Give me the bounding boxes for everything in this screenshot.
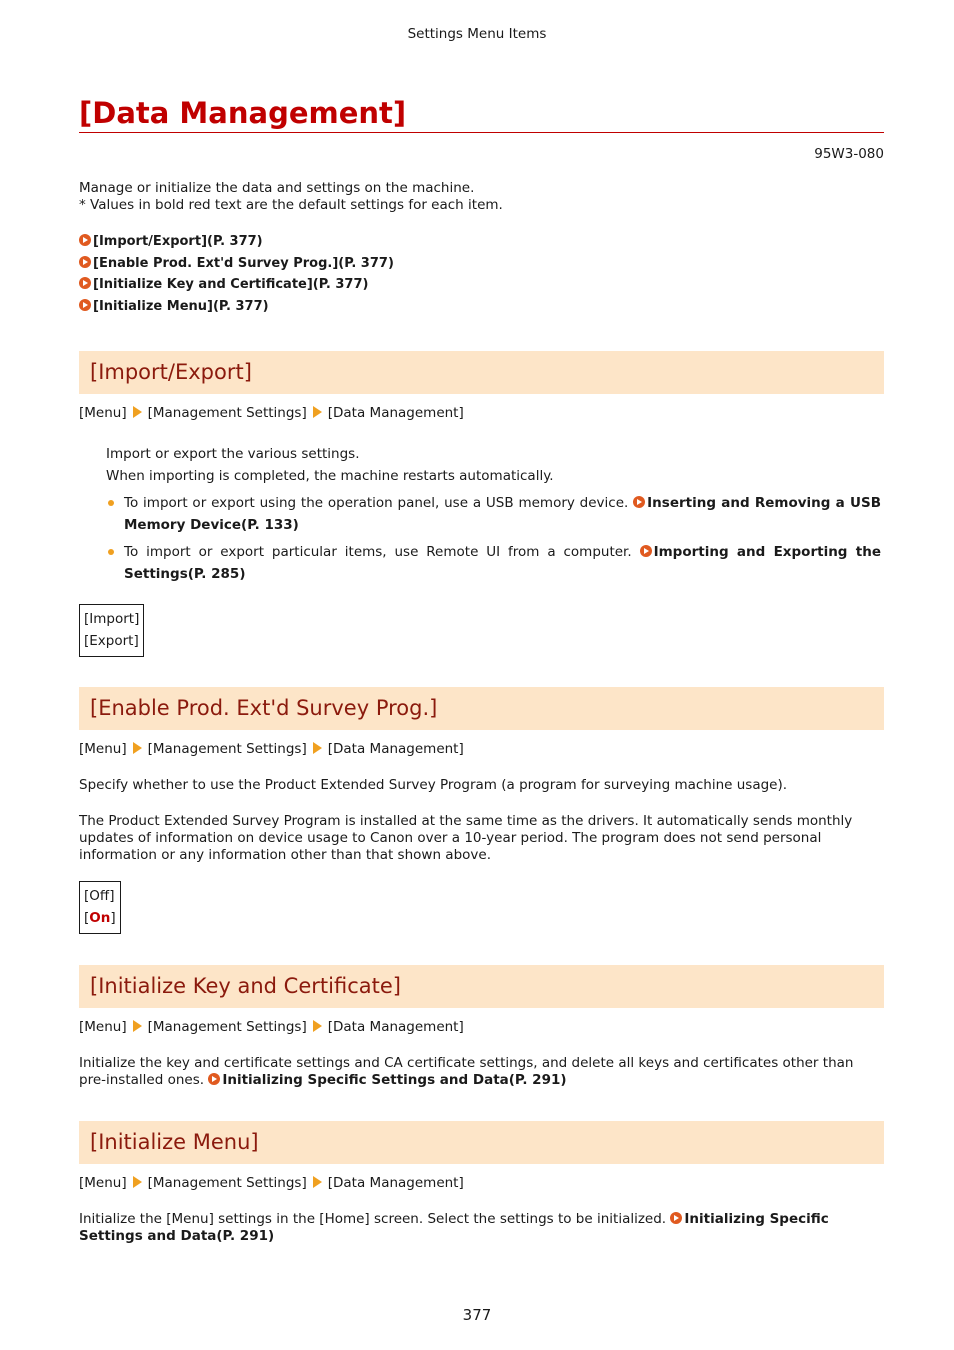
link-arrow-icon: [640, 545, 652, 557]
toc-link-label: [Enable Prod. Ext'd Survey Prog.](P. 377): [93, 255, 394, 271]
bracket: ]: [110, 909, 116, 926]
survey-details: The Product Extended Survey Program is installed at the same time as the drivers. It automatically sends monthly updates of information on device usage to Canon over a 10-year period. The program does not send personal information or any information other than that shown above.: [79, 813, 853, 863]
breadcrumb-menu: [Menu]: [79, 1019, 127, 1035]
survey-description: Specify whether to use the Product Extended Survey Program (a program for surveying machine usage).: [79, 777, 788, 793]
options-box: [79, 604, 144, 657]
breadcrumb-menu: [Menu]: [79, 741, 127, 757]
toc-link-label: [Initialize Key and Certificate](P. 377): [93, 277, 369, 293]
section-heading-survey: [Enable Prod. Ext'd Survey Prog.]: [79, 687, 884, 730]
breadcrumb-data: [Data Management]: [327, 1175, 464, 1191]
breadcrumb-data: [Data Management]: [327, 1019, 464, 1035]
option-import: [Import]: [84, 611, 140, 627]
init-menu-description: [79, 1211, 884, 1245]
section-heading-init-menu: [Initialize Menu]: [79, 1121, 884, 1164]
bullet-icon: [108, 500, 114, 506]
note-text: To import or export using the operation panel, use a USB memory device.: [124, 495, 629, 511]
breadcrumb-arrow-icon: [313, 1176, 322, 1188]
intro-line: Manage or initialize the data and settings on the machine.: [79, 180, 475, 196]
option-export: [Export]: [84, 632, 139, 649]
breadcrumb-arrow-icon: [313, 406, 322, 418]
link-arrow-icon: [670, 1212, 682, 1224]
toc-link-label: [Import/Export](P. 377): [93, 234, 263, 249]
breadcrumb-data: [Data Management]: [327, 741, 464, 757]
breadcrumb-arrow-icon: [133, 742, 142, 754]
link-arrow-icon: [79, 234, 91, 246]
note-text: To import or export particular items, use Remote UI from a computer.: [124, 544, 632, 560]
breadcrumb-arrow-icon: [313, 1020, 322, 1032]
link-arrow-icon: [79, 256, 91, 268]
toc-link-init-menu[interactable]: [79, 299, 394, 321]
list-item: [106, 492, 881, 536]
breadcrumb: [79, 741, 464, 758]
toc-link-init-key[interactable]: [79, 277, 394, 299]
toc-link-import-export[interactable]: [79, 234, 394, 256]
breadcrumb-arrow-icon: [133, 1176, 142, 1188]
page-title: [Data Management]: [79, 94, 884, 133]
option-off: [Off]: [84, 888, 115, 904]
initializing-settings-link[interactable]: Initializing Specific Settings and Data(P. 291): [79, 1211, 829, 1244]
import-export-description: [106, 443, 884, 487]
breadcrumb-management: [Management Settings]: [147, 1019, 307, 1035]
import-export-settings-link[interactable]: Importing and Exporting the Settings(P. 285): [124, 544, 881, 582]
toc-link-survey[interactable]: [79, 256, 394, 278]
breadcrumb-arrow-icon: [133, 406, 142, 418]
link-arrow-icon: [79, 277, 91, 289]
page-number: 377: [462, 1306, 492, 1324]
intro-text: [79, 180, 884, 214]
breadcrumb: [79, 1019, 464, 1036]
note-list: [106, 492, 881, 590]
usb-memory-link[interactable]: Inserting and Removing a USB Memory Device(P. 133): [124, 495, 881, 533]
description-text: Initialize the key and certificate settings and CA certificate settings, and delete all keys and certificates other than pre-installed ones.: [79, 1055, 854, 1088]
option-on: [84, 908, 116, 930]
breadcrumb-data: [Data Management]: [327, 405, 464, 421]
link-arrow-icon: [208, 1073, 220, 1085]
section-heading-init-key: [Initialize Key and Certificate]: [79, 965, 884, 1008]
section-heading-import-export: [Import/Export]: [79, 351, 884, 394]
running-header: Settings Menu Items: [407, 26, 547, 42]
table-of-contents: [79, 234, 394, 321]
breadcrumb-management: [Management Settings]: [147, 1175, 307, 1191]
link-arrow-icon: [79, 299, 91, 311]
link-arrow-icon: [633, 496, 645, 508]
breadcrumb-menu: [Menu]: [79, 405, 127, 421]
initializing-settings-link[interactable]: Initializing Specific Settings and Data(P. 291): [222, 1072, 567, 1088]
list-item: [106, 541, 881, 585]
default-value: On: [89, 909, 111, 926]
description-text: Initialize the [Menu] settings in the [Home] screen. Select the settings to be initialized.: [79, 1211, 667, 1227]
breadcrumb-arrow-icon: [133, 1020, 142, 1032]
intro-note: * Values in bold red text are the default settings for each item.: [79, 197, 503, 213]
description-line: Import or export the various settings.: [106, 446, 360, 462]
breadcrumb-arrow-icon: [313, 742, 322, 754]
bracket: [: [84, 909, 90, 926]
breadcrumb-management: [Management Settings]: [147, 405, 307, 421]
options-box: [79, 881, 121, 934]
bullet-icon: [108, 549, 114, 555]
breadcrumb-management: [Management Settings]: [147, 741, 307, 757]
breadcrumb: [79, 1175, 464, 1192]
document-code: 95W3-080: [814, 146, 884, 162]
toc-link-label: [Initialize Menu](P. 377): [93, 299, 269, 315]
init-key-description: [79, 1055, 884, 1089]
description-line: When importing is completed, the machine restarts automatically.: [106, 468, 554, 484]
breadcrumb: [79, 405, 464, 422]
breadcrumb-menu: [Menu]: [79, 1175, 127, 1191]
